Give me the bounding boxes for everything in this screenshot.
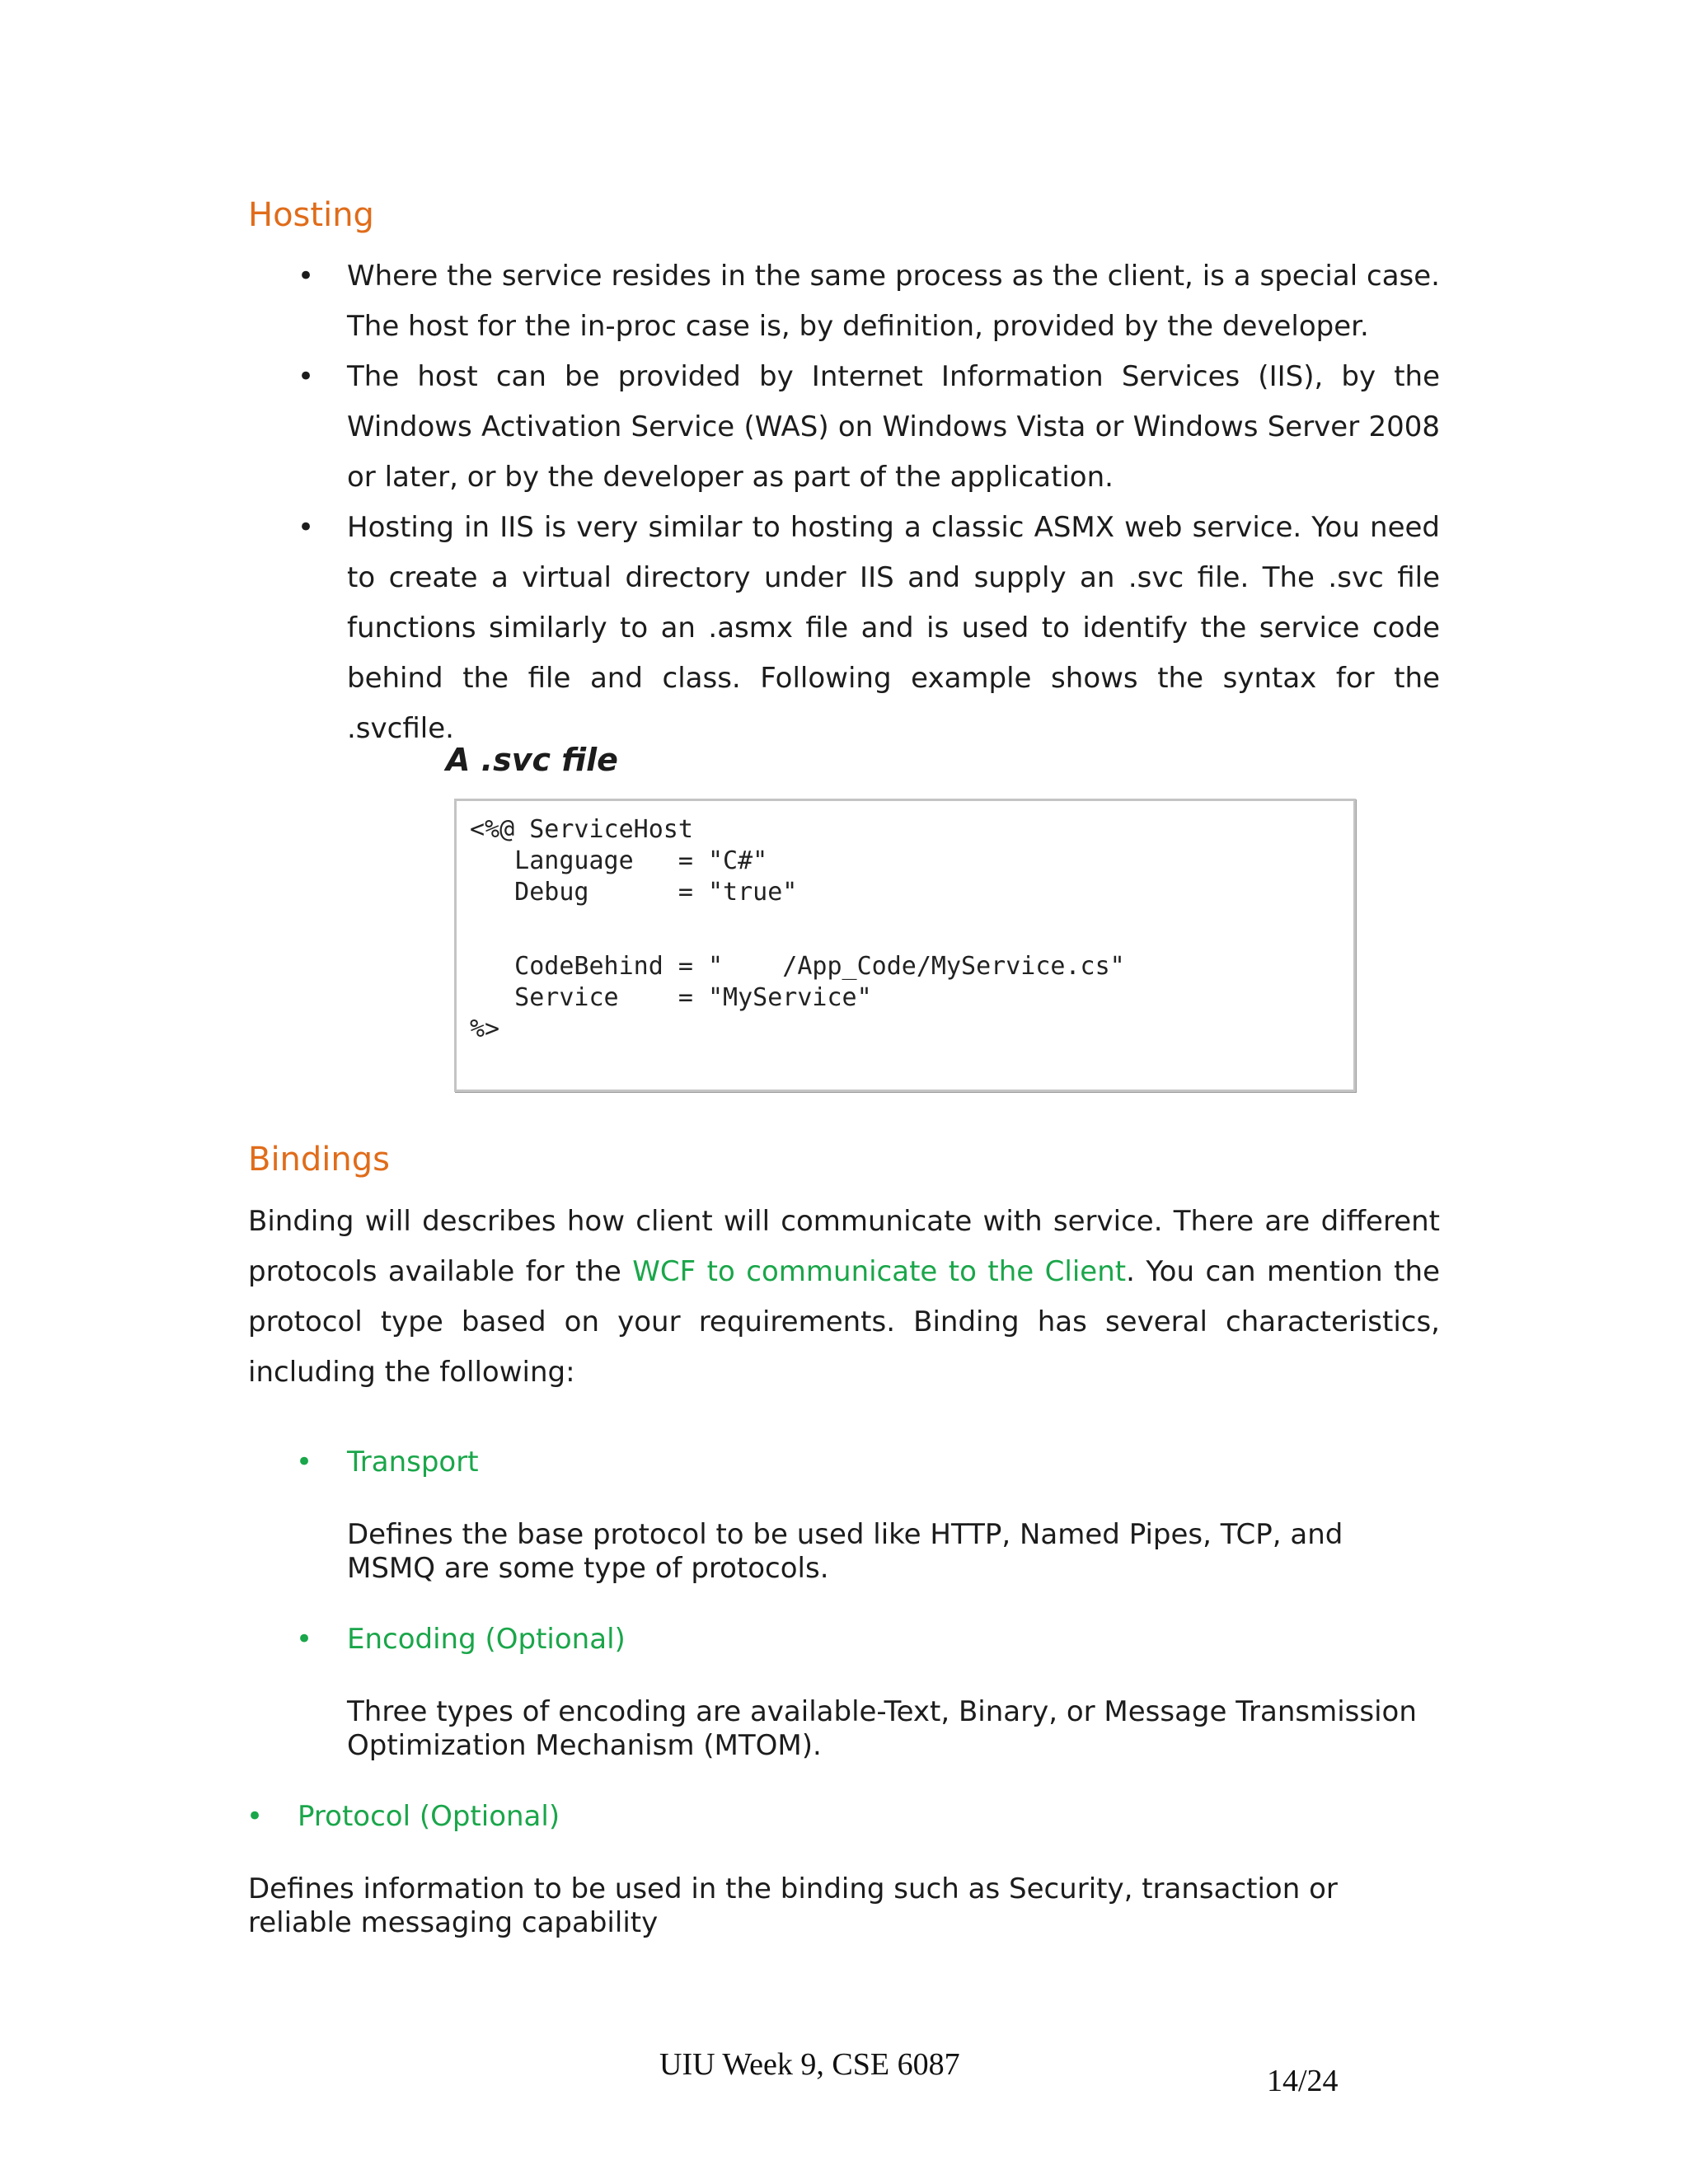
code-line-2: Language = "C#" [470, 846, 768, 875]
code-block [454, 799, 1356, 1092]
protocol-description: Defines information to be used in the binding such as Security, transaction or reliable messaging capability [248, 1872, 1338, 1939]
bullet-icon: • [246, 1800, 264, 1833]
bindings-intro-text-2: . You can mention the protocol type based on your requirements. Binding has several characteristics, including the following: [248, 1255, 1440, 1389]
code-line-4: CodeBehind = " /App_Code/MyService.cs" [470, 952, 1125, 981]
page-number: 14/24 [1267, 2064, 1339, 2098]
encoding-label: Encoding (Optional) [347, 1623, 626, 1656]
code-line-3: Debug = "true" [470, 878, 798, 907]
bullet-icon: • [296, 1623, 313, 1656]
bindings-intro [248, 1197, 1440, 1398]
hosting-bullet-1-text: Where the service resides in the same process as the client, is a special case. The host for the in-proc case is, by definition, provided by the developer. [347, 260, 1440, 343]
hosting-heading: Hosting [248, 196, 374, 234]
protocol-label: Protocol (Optional) [298, 1800, 560, 1833]
wcf-client-link[interactable]: WCF to communicate to the Client [632, 1255, 1127, 1288]
transport-label: Transport [347, 1446, 479, 1479]
bullet-icon: • [298, 260, 315, 293]
code-line-1: <%@ ServiceHost [470, 815, 693, 844]
hosting-bullet-3 [298, 503, 1440, 754]
footer-course: UIU Week 9, CSE 6087 [659, 2047, 960, 2082]
encoding-description: Three types of encoding are available-Text, Binary, or Message Transmission Optimization Mechanism (MTOM). [347, 1695, 1417, 1762]
bullet-icon: • [298, 511, 315, 544]
bindings-intro-text-1: Binding will describes how client will communicate with service. There are different protocols available for the [248, 1205, 1440, 1288]
hosting-bullet-2 [298, 352, 1440, 503]
hosting-bullet-3-text: Hosting in IIS is very similar to hosting a classic ASMX web service. You need to create a virtual directory under IIS and supply an .svc file. The .svc file functions similarly to an .asmx file and is used to identify the service code behind the file and class. Following example shows the syntax for the .svcfile. [347, 511, 1440, 745]
code-line-6: %> [470, 1015, 500, 1043]
svc-file-caption: A .svc file [446, 742, 618, 778]
bullet-icon: • [296, 1446, 313, 1479]
hosting-bullet-2-text: The host can be provided by Internet Information Services (IIS), by the Windows Activation Service (WAS) on Windows Vista or Windows Server 2008 or later, or by the developer as part of the application. [347, 360, 1440, 494]
bindings-heading: Bindings [248, 1141, 390, 1179]
transport-description: Defines the base protocol to be used like HTTP, Named Pipes, TCP, and MSMQ are some type of protocols. [347, 1518, 1343, 1585]
bullet-icon: • [298, 360, 315, 393]
code-line-5: Service = "MyService" [470, 983, 872, 1012]
hosting-bullet-1 [298, 251, 1440, 352]
